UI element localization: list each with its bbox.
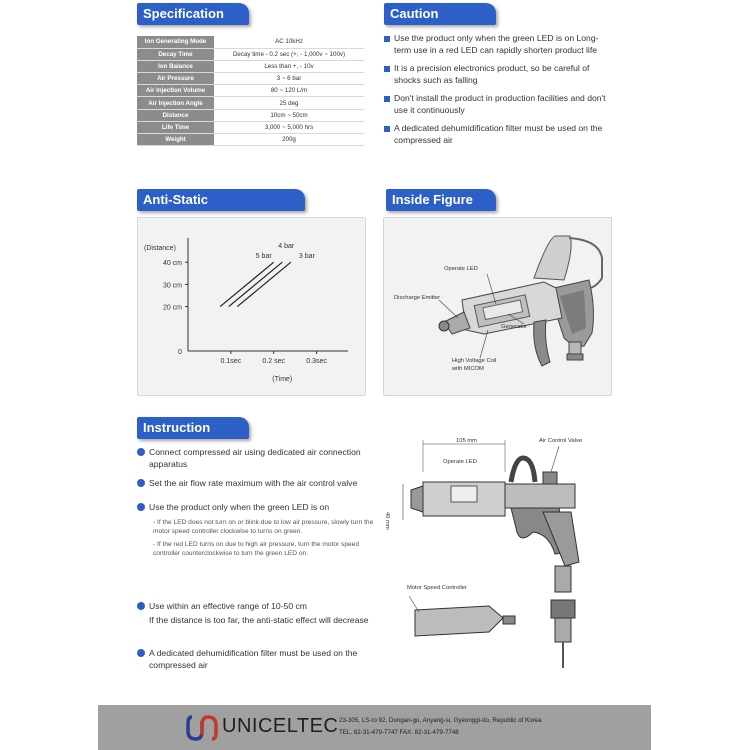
y-tick-label: 30 cm bbox=[162, 282, 182, 290]
spec-row bbox=[137, 60, 364, 72]
instruction-tab: Instruction bbox=[137, 417, 249, 439]
spec-key: Air Injection Volume bbox=[137, 85, 214, 97]
label-generator: Generator bbox=[501, 324, 528, 330]
brand-name: UNICELTEC bbox=[222, 715, 339, 737]
anti-static-chart bbox=[138, 218, 367, 397]
spec-value: Less than +, - 10v bbox=[214, 60, 364, 72]
series-label: 4 bar bbox=[278, 243, 295, 251]
spec-value: 3,000 ~ 5,000 hrs bbox=[214, 121, 364, 133]
footer bbox=[98, 705, 651, 750]
instruction-item: Use within an effective range of 10-50 cm If the distance is too far, the anti-static effect will decrease bbox=[137, 601, 382, 626]
anti-static-tab: Anti-Static bbox=[137, 189, 305, 211]
spec-value: 3 ~ 6 bar bbox=[214, 73, 364, 85]
spec-value: 200g bbox=[214, 134, 364, 146]
number-bullet-icon bbox=[137, 479, 145, 487]
spec-row bbox=[137, 85, 364, 97]
spec-key: Weight bbox=[137, 134, 214, 146]
number-bullet-icon bbox=[137, 649, 145, 657]
bullet-icon bbox=[384, 36, 390, 42]
spec-key: Decay Time bbox=[137, 48, 214, 60]
spec-table bbox=[137, 36, 364, 146]
spec-value: 25 deg bbox=[214, 97, 364, 109]
spec-key: Ion Generating Mode bbox=[137, 36, 214, 48]
label-operate-led: Operate LED bbox=[444, 266, 478, 272]
number-bullet-icon bbox=[137, 602, 145, 610]
spec-row bbox=[137, 97, 364, 109]
specification-tab: Specification bbox=[137, 3, 249, 25]
spec-value: Decay time - 0.2 sec (+, - 1,000v ~ 100v) bbox=[214, 48, 364, 60]
spec-value: AC 10kHz bbox=[214, 36, 364, 48]
series-line bbox=[237, 262, 291, 306]
label-discharge-emitter: Discharge Emitter bbox=[394, 295, 441, 301]
inside-figure-panel bbox=[383, 217, 612, 396]
spec-value: 80 ~ 120 L/m bbox=[214, 85, 364, 97]
spec-key: Air Pressure bbox=[137, 73, 214, 85]
label-air-control-valve: Air Control Valve bbox=[539, 438, 583, 444]
label-micom: with MICOM bbox=[452, 366, 484, 372]
caution-item: Use the product only when the green LED is on Long-term use in a red LED can rapidly shorten product life bbox=[383, 33, 613, 56]
instruction-item: Use the product only when the green LED is on - If the LED does not turn on or blink due to low air pressure, slowly turn the motor speed controller clockwise to turns on green. - If the red LED turns on due to high air pressure, turn the motor speed controller counterclockwise to turn the green LED on. bbox=[137, 502, 382, 558]
number-bullet-icon bbox=[137, 503, 145, 511]
dim-height: 40 mm bbox=[384, 512, 390, 530]
spec-key: Air Injection Angle bbox=[137, 97, 214, 109]
x-tick-label: 0.3sec bbox=[306, 358, 327, 365]
bullet-icon bbox=[384, 66, 390, 72]
caution-item: A dedicated dehumidification filter must be used on the compressed air bbox=[383, 123, 613, 146]
series-line bbox=[229, 262, 283, 306]
uniceltec-logo-icon bbox=[186, 713, 218, 743]
bullet-icon bbox=[384, 96, 390, 102]
caution-list bbox=[383, 33, 613, 153]
x-tick-label: 0.2 sec bbox=[262, 358, 286, 365]
spec-row bbox=[137, 134, 364, 146]
instruction-note: - If the red LED turns on due to high air pressure, turn the motor speed controller counterclockwise to turn the green LED on. bbox=[153, 540, 359, 557]
y-tick-label: 20 cm bbox=[162, 304, 182, 312]
instruction-note: - If the LED does not turn on or blink due to low air pressure, slowly turn the motor speed controller clockwise to turns on green. bbox=[153, 518, 374, 535]
spec-row bbox=[137, 121, 364, 133]
series-label: 5 bar bbox=[255, 253, 272, 261]
spec-row bbox=[137, 48, 364, 60]
x-tick-label: 0.1sec bbox=[220, 358, 242, 365]
chart-panel bbox=[137, 217, 366, 396]
label-hv-coil: High Voltage Coil bbox=[452, 358, 497, 364]
y-axis-label: (Distance) bbox=[144, 245, 176, 252]
series-line bbox=[220, 262, 274, 306]
number-bullet-icon bbox=[137, 448, 145, 456]
bullet-icon bbox=[384, 126, 390, 132]
footer-address: 23-305, LS-ro 92, Dongan-gu, Anyang-si, Gyeonggi-do, Republic of Korea bbox=[339, 717, 542, 724]
spec-value: 10cm ~ 50cm bbox=[214, 109, 364, 121]
instruction-note: If the distance is too far, the anti-static effect will decrease bbox=[149, 614, 369, 625]
ionizer-gun-drawing bbox=[393, 432, 623, 672]
instruction-item: A dedicated dehumidification filter must be used on the compressed air bbox=[137, 648, 382, 671]
instruction-item: Connect compressed air using dedicated air connection apparatus bbox=[137, 447, 382, 470]
y-tick-label: 40 cm bbox=[162, 260, 182, 268]
caution-item: Don't install the product in production facilities and don't use it continuously bbox=[383, 93, 613, 116]
origin-label: 0 bbox=[178, 349, 182, 356]
caution-item: It is a precision electronics product, so be careful of shocks such as falling bbox=[383, 63, 613, 86]
ionizer-gun-cutaway bbox=[384, 218, 613, 397]
spec-row bbox=[137, 109, 364, 121]
series-label: 3 bar bbox=[298, 253, 315, 261]
spec-key: Life Time bbox=[137, 121, 214, 133]
label-motor-speed-controller: Motor Speed Controller bbox=[407, 585, 467, 591]
caution-tab: Caution bbox=[384, 3, 496, 25]
inside-figure-tab: Inside Figure bbox=[386, 189, 496, 211]
dim-width: 105 mm bbox=[456, 438, 477, 444]
spec-key: Distance bbox=[137, 109, 214, 121]
instruction-item: Set the air flow rate maximum with the air control valve bbox=[137, 478, 382, 490]
spec-key: Ion Balance bbox=[137, 60, 214, 72]
spec-row bbox=[137, 36, 364, 48]
spec-row bbox=[137, 73, 364, 85]
x-axis-label: (Time) bbox=[272, 376, 293, 383]
footer-contact: TEL. 82-31-479-7747 FAX. 82-31-479-7748 bbox=[339, 729, 459, 736]
label-operate-led-drawing: Operate LED bbox=[443, 459, 477, 465]
